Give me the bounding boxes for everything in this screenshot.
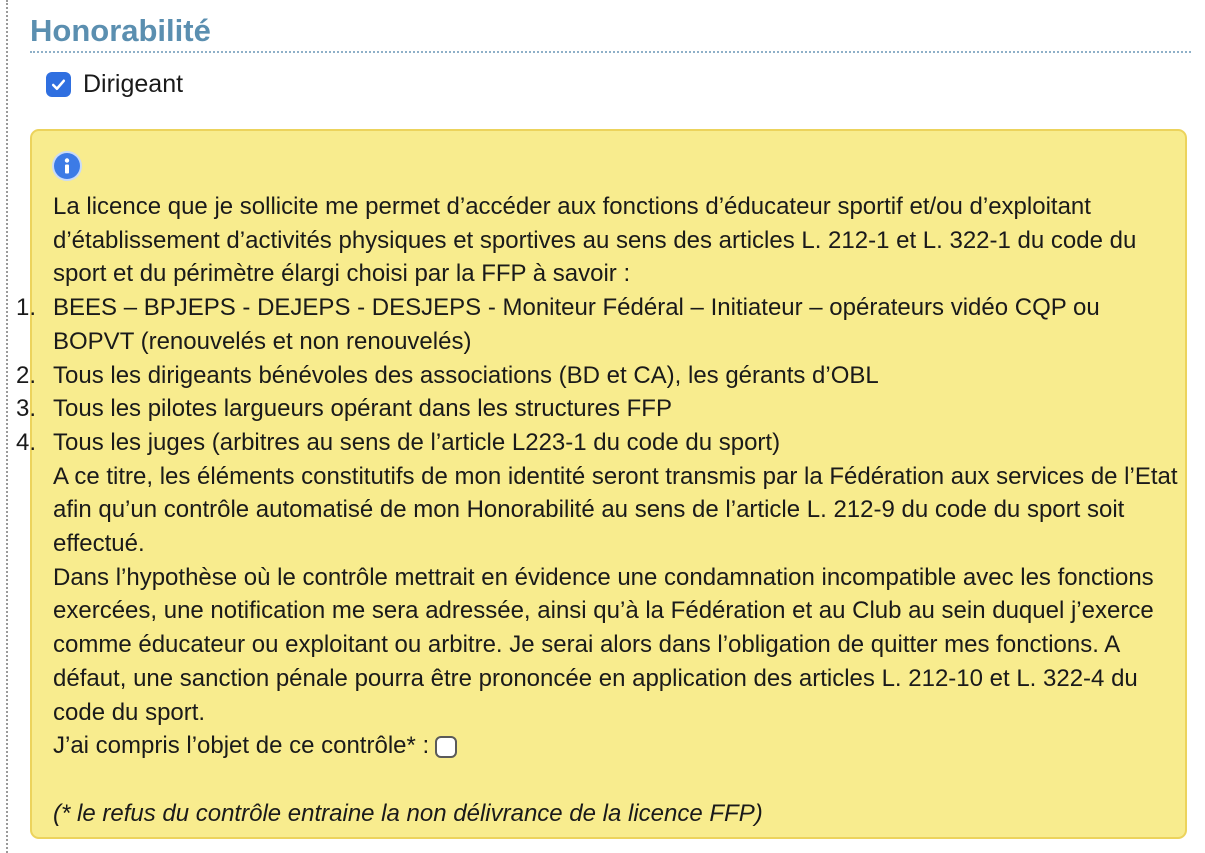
list-item-text: Tous les dirigeants bénévoles des associations (BD et CA), les gérants d’OBL [53, 361, 879, 389]
dirigeant-checkbox-row[interactable] [46, 68, 183, 100]
understood-label: J’ai compris l’objet de ce contrôle* : [53, 732, 430, 760]
functions-list [16, 291, 1178, 460]
list-number: 2. [16, 361, 37, 389]
consequence-paragraph: Dans l’hypothèse où le contrôle mettrait en évidence une condamnation incompatible avec les fonctions exercées, une notification me sera adressée, ainsi qu’à la Fédération et au Club au sein duquel j’exerce comme éducateur ou exploitant ou arbitre. Je serai alors dans l’obligation de quitter mes fonctions. A défaut, une sanction pénale pourra être prononcée en application des articles L. 212-10 et L. 322-4 du code du sport. [53, 563, 1154, 726]
list-number: 4. [16, 428, 37, 456]
list-item-text: BEES – BPJEPS - DEJEPS - DESJEPS - Moniteur Fédéral – Initiateur – opérateurs vidéo CQP ou BOPVT (renouvelés et non renouvelés) [53, 294, 1100, 355]
list-item [16, 359, 1178, 393]
list-item [16, 291, 1178, 358]
list-item [16, 392, 1178, 426]
left-dotted-border [6, 0, 8, 853]
transmission-paragraph: A ce titre, les éléments constitutifs de mon identité seront transmis par la Fédération aux services de l’Etat afin qu’un contrôle automatisé de mon Honorabilité au sens de l’article L. 212-9 du code du sport soit effectué. [53, 462, 1178, 558]
dirigeant-label[interactable]: Dirigeant [83, 69, 184, 98]
section-title: Honorabilité [30, 13, 211, 48]
list-item [16, 426, 1178, 460]
understood-checkbox[interactable] [435, 736, 457, 758]
intro-paragraph: La licence que je sollicite me permet d’accéder aux fonctions d’éducateur sportif et/ou d’exploitant d’établissement d’activités physiques et sportives au sens des articles L. 212-1 et L. 322-1 du code du sport et du périmètre élargi choisi par la FFP à savoir : [53, 193, 1137, 288]
info-text [16, 190, 1178, 830]
list-item-text: Tous les pilotes largueurs opérant dans les structures FFP [53, 395, 672, 423]
list-number: 3. [16, 395, 37, 423]
list-number: 1. [16, 294, 37, 322]
refusal-note: (* le refus du contrôle entraine la non délivrance de la licence FFP) [53, 799, 763, 827]
title-divider [30, 51, 1191, 53]
dirigeant-checkbox[interactable] [46, 72, 71, 97]
understood-row [53, 729, 1178, 763]
list-item-text: Tous les juges (arbitres au sens de l’article L223-1 du code du sport) [53, 428, 781, 456]
checkmark-icon [50, 76, 67, 93]
info-icon [54, 153, 80, 179]
